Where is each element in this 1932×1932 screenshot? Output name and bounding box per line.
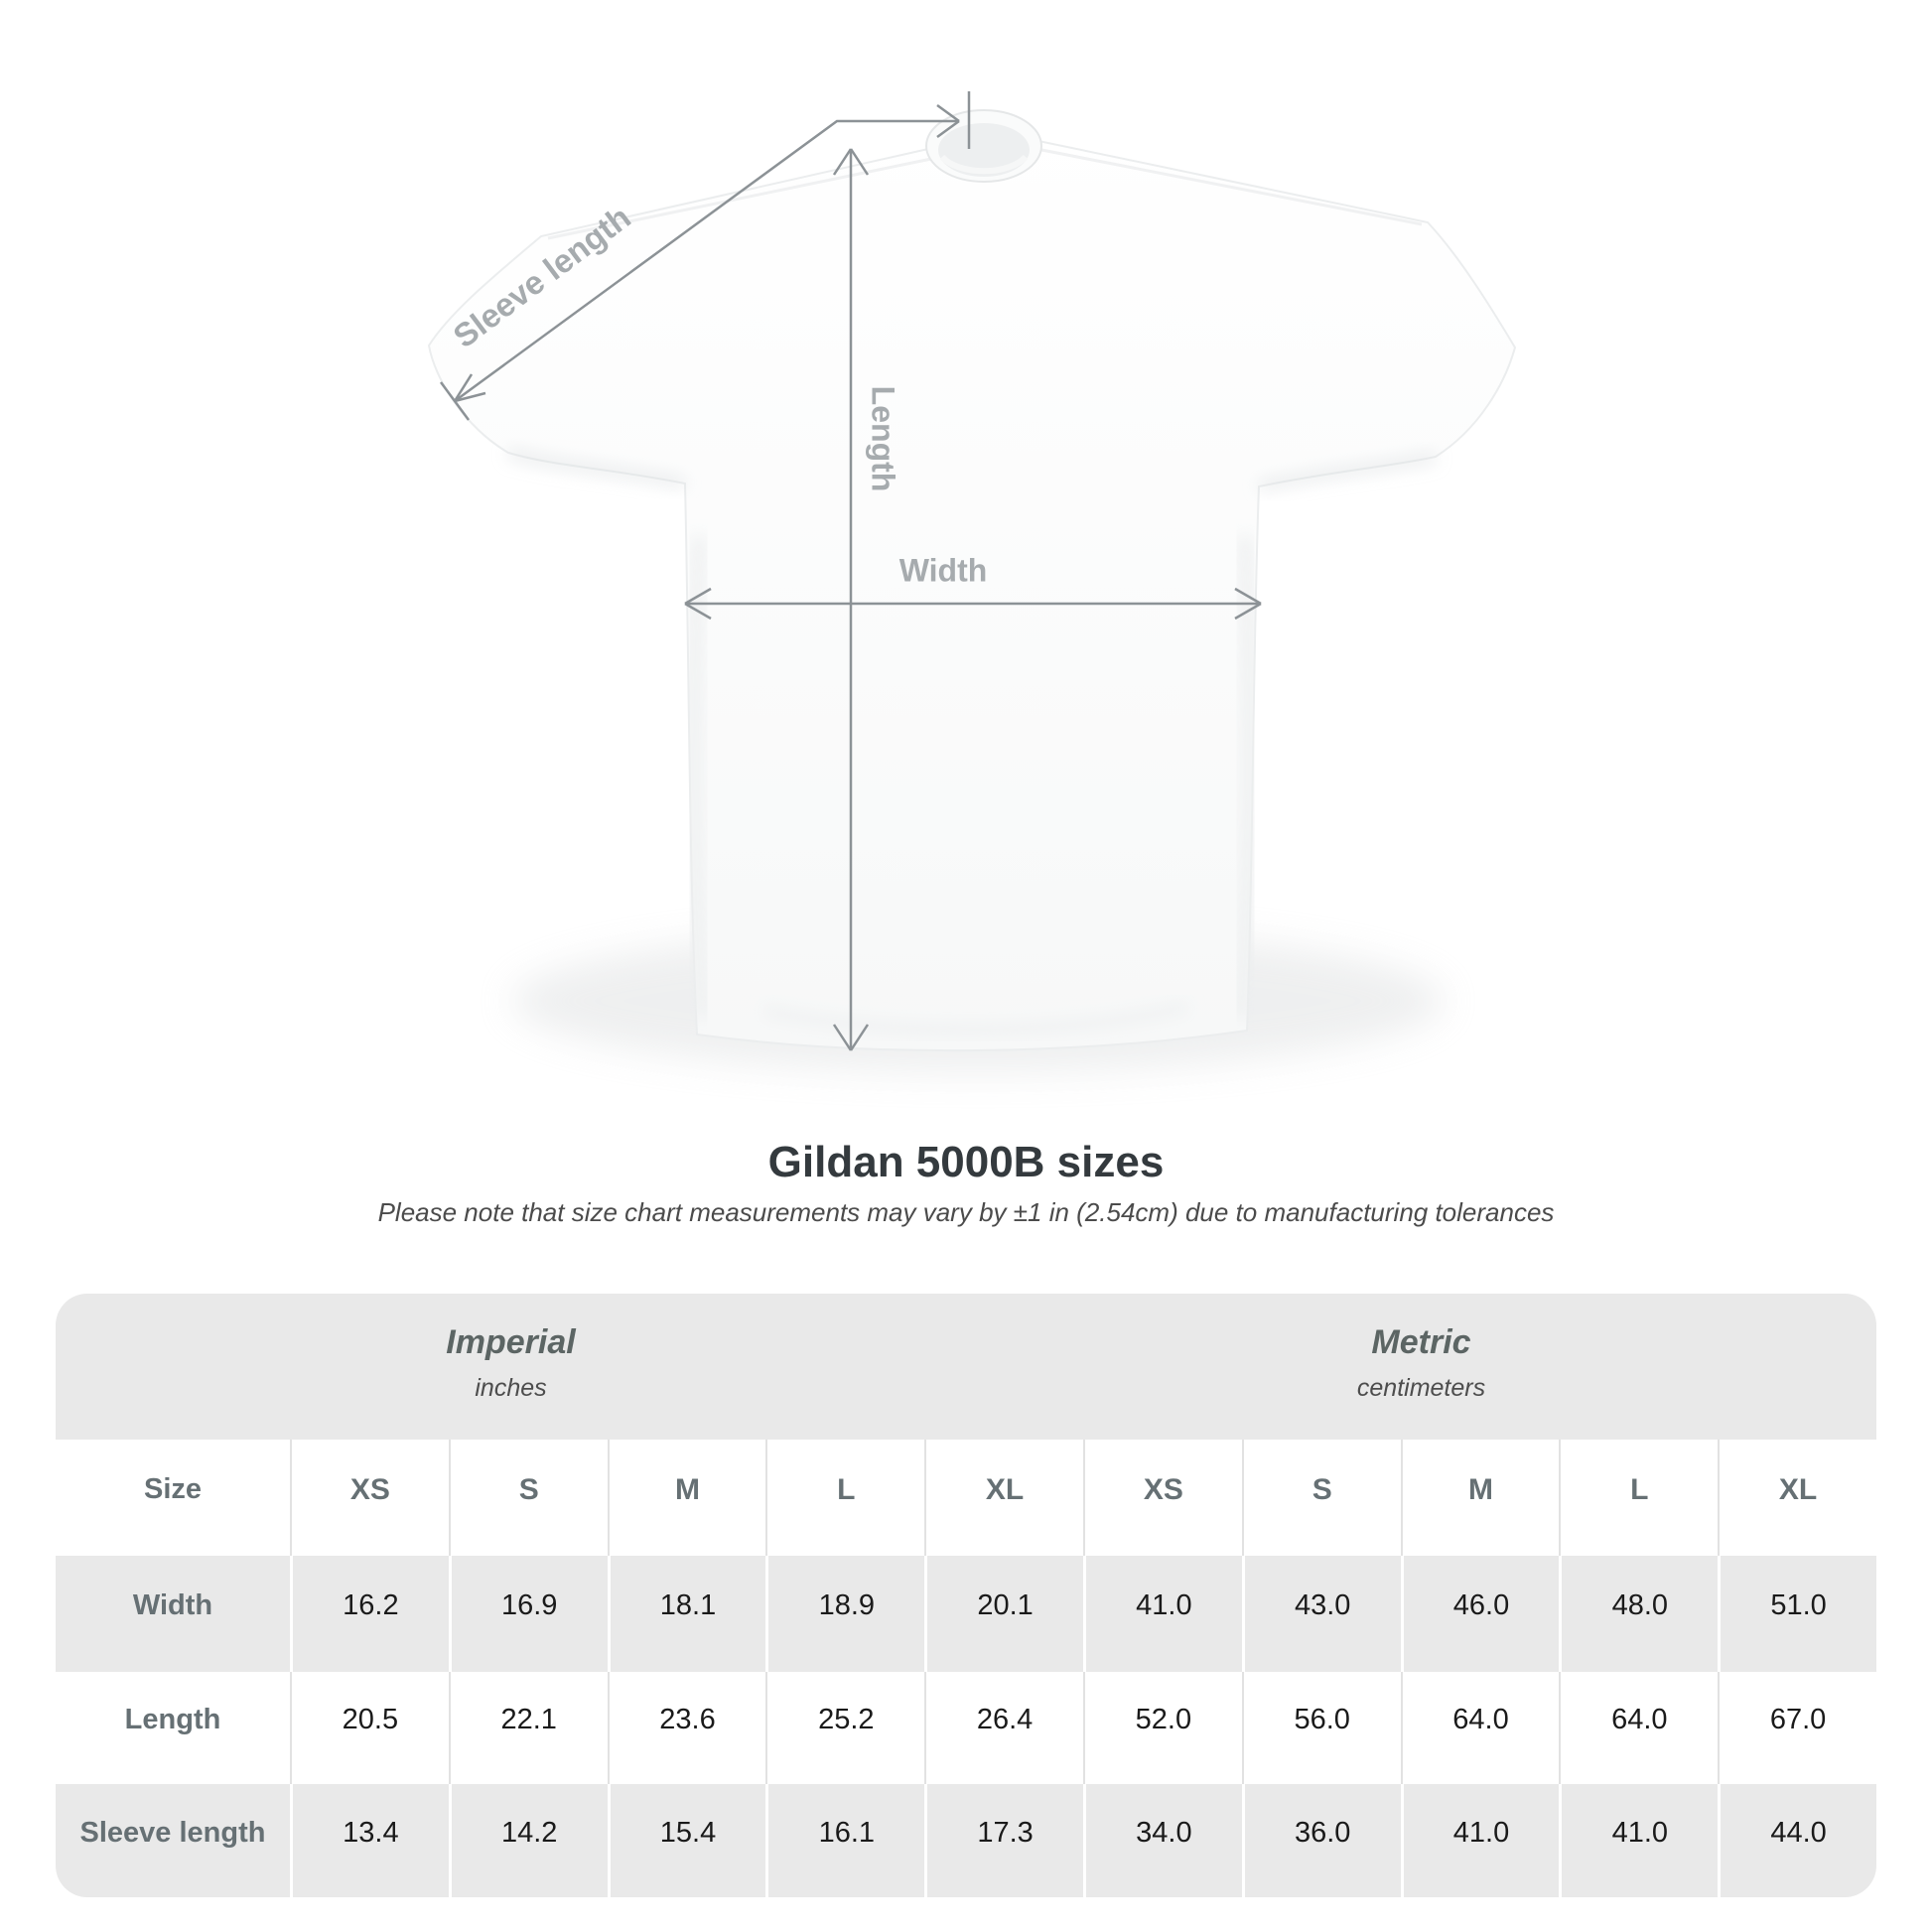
size-value-cell: 64.0 — [1401, 1672, 1560, 1784]
metric-unit: centimeters — [1356, 1374, 1486, 1402]
size-value-cell: 16.2 — [290, 1556, 449, 1672]
row-label: Width — [56, 1556, 290, 1672]
size-value-cell: 23.6 — [608, 1672, 766, 1784]
metric-header — [966, 1294, 1876, 1440]
size-value-cell: 17.3 — [924, 1784, 1083, 1897]
measurement-row — [56, 1672, 1876, 1784]
size-col-header-metric-s: S — [1242, 1440, 1401, 1556]
size-col-header-imperial-xl: XL — [924, 1440, 1083, 1556]
size-col-header-imperial-s: S — [449, 1440, 608, 1556]
size-value-cell: 22.1 — [449, 1672, 608, 1784]
size-value-cell: 20.5 — [290, 1672, 449, 1784]
size-value-cell: 16.9 — [449, 1556, 608, 1672]
size-value-cell: 41.0 — [1083, 1556, 1242, 1672]
size-header-label: Size — [143, 1473, 203, 1505]
sleeve-length-label: Sleeve length — [446, 198, 637, 355]
size-value-cell: 48.0 — [1559, 1556, 1718, 1672]
size-value-cell: 56.0 — [1242, 1672, 1401, 1784]
row-label: Length — [124, 1704, 221, 1735]
size-col-header-metric-xs: XS — [1083, 1440, 1242, 1556]
width-label: Width — [898, 552, 988, 589]
size-value-cell: 20.1 — [924, 1556, 1083, 1672]
size-col-header-imperial-xs: XS — [290, 1440, 449, 1556]
measurement-row — [56, 1784, 1876, 1897]
size-table — [56, 1294, 1876, 1897]
size-col-header-metric-xl: XL — [1718, 1440, 1876, 1556]
metric-label: Metric — [1371, 1323, 1471, 1361]
size-value-cell: 26.4 — [924, 1672, 1083, 1784]
imperial-unit: inches — [475, 1374, 547, 1402]
length-label: Length — [865, 385, 901, 492]
tolerance-note: Please note that size chart measurements may vary by ±1 in (2.54cm) due to manufacturing tolerances — [377, 1197, 1555, 1227]
unit-header-band — [56, 1294, 1876, 1440]
size-value-cell: 51.0 — [1718, 1556, 1876, 1672]
size-value-cell: 44.0 — [1718, 1784, 1876, 1897]
imperial-label: Imperial — [446, 1323, 576, 1361]
size-value-cell: 36.0 — [1242, 1784, 1401, 1897]
size-col-header-imperial-l: L — [765, 1440, 924, 1556]
measurement-row — [56, 1556, 1876, 1672]
size-value-cell: 52.0 — [1083, 1672, 1242, 1784]
size-header-row — [56, 1440, 1876, 1556]
size-value-cell: 43.0 — [1242, 1556, 1401, 1672]
size-value-cell: 13.4 — [290, 1784, 449, 1897]
size-col-header-metric-l: L — [1559, 1440, 1718, 1556]
size-col-header-imperial-m: M — [608, 1440, 766, 1556]
size-col-header-metric-m: M — [1401, 1440, 1560, 1556]
size-value-cell: 41.0 — [1559, 1784, 1718, 1897]
size-value-cell: 46.0 — [1401, 1556, 1560, 1672]
size-value-cell: 14.2 — [449, 1784, 608, 1897]
imperial-header — [56, 1294, 966, 1440]
page-title: Gildan 5000B sizes — [767, 1138, 1165, 1186]
row-label: Sleeve length — [56, 1784, 290, 1897]
size-value-cell: 15.4 — [608, 1784, 766, 1897]
size-value-cell: 18.1 — [608, 1556, 766, 1672]
size-value-cell: 67.0 — [1718, 1672, 1876, 1784]
size-value-cell: 25.2 — [765, 1672, 924, 1784]
size-value-cell: 64.0 — [1559, 1672, 1718, 1784]
size-value-cell: 34.0 — [1083, 1784, 1242, 1897]
size-value-cell: 18.9 — [765, 1556, 924, 1672]
right-side-shade — [1241, 536, 1250, 1018]
size-value-cell: 16.1 — [765, 1784, 924, 1897]
size-value-cell: 41.0 — [1401, 1784, 1560, 1897]
